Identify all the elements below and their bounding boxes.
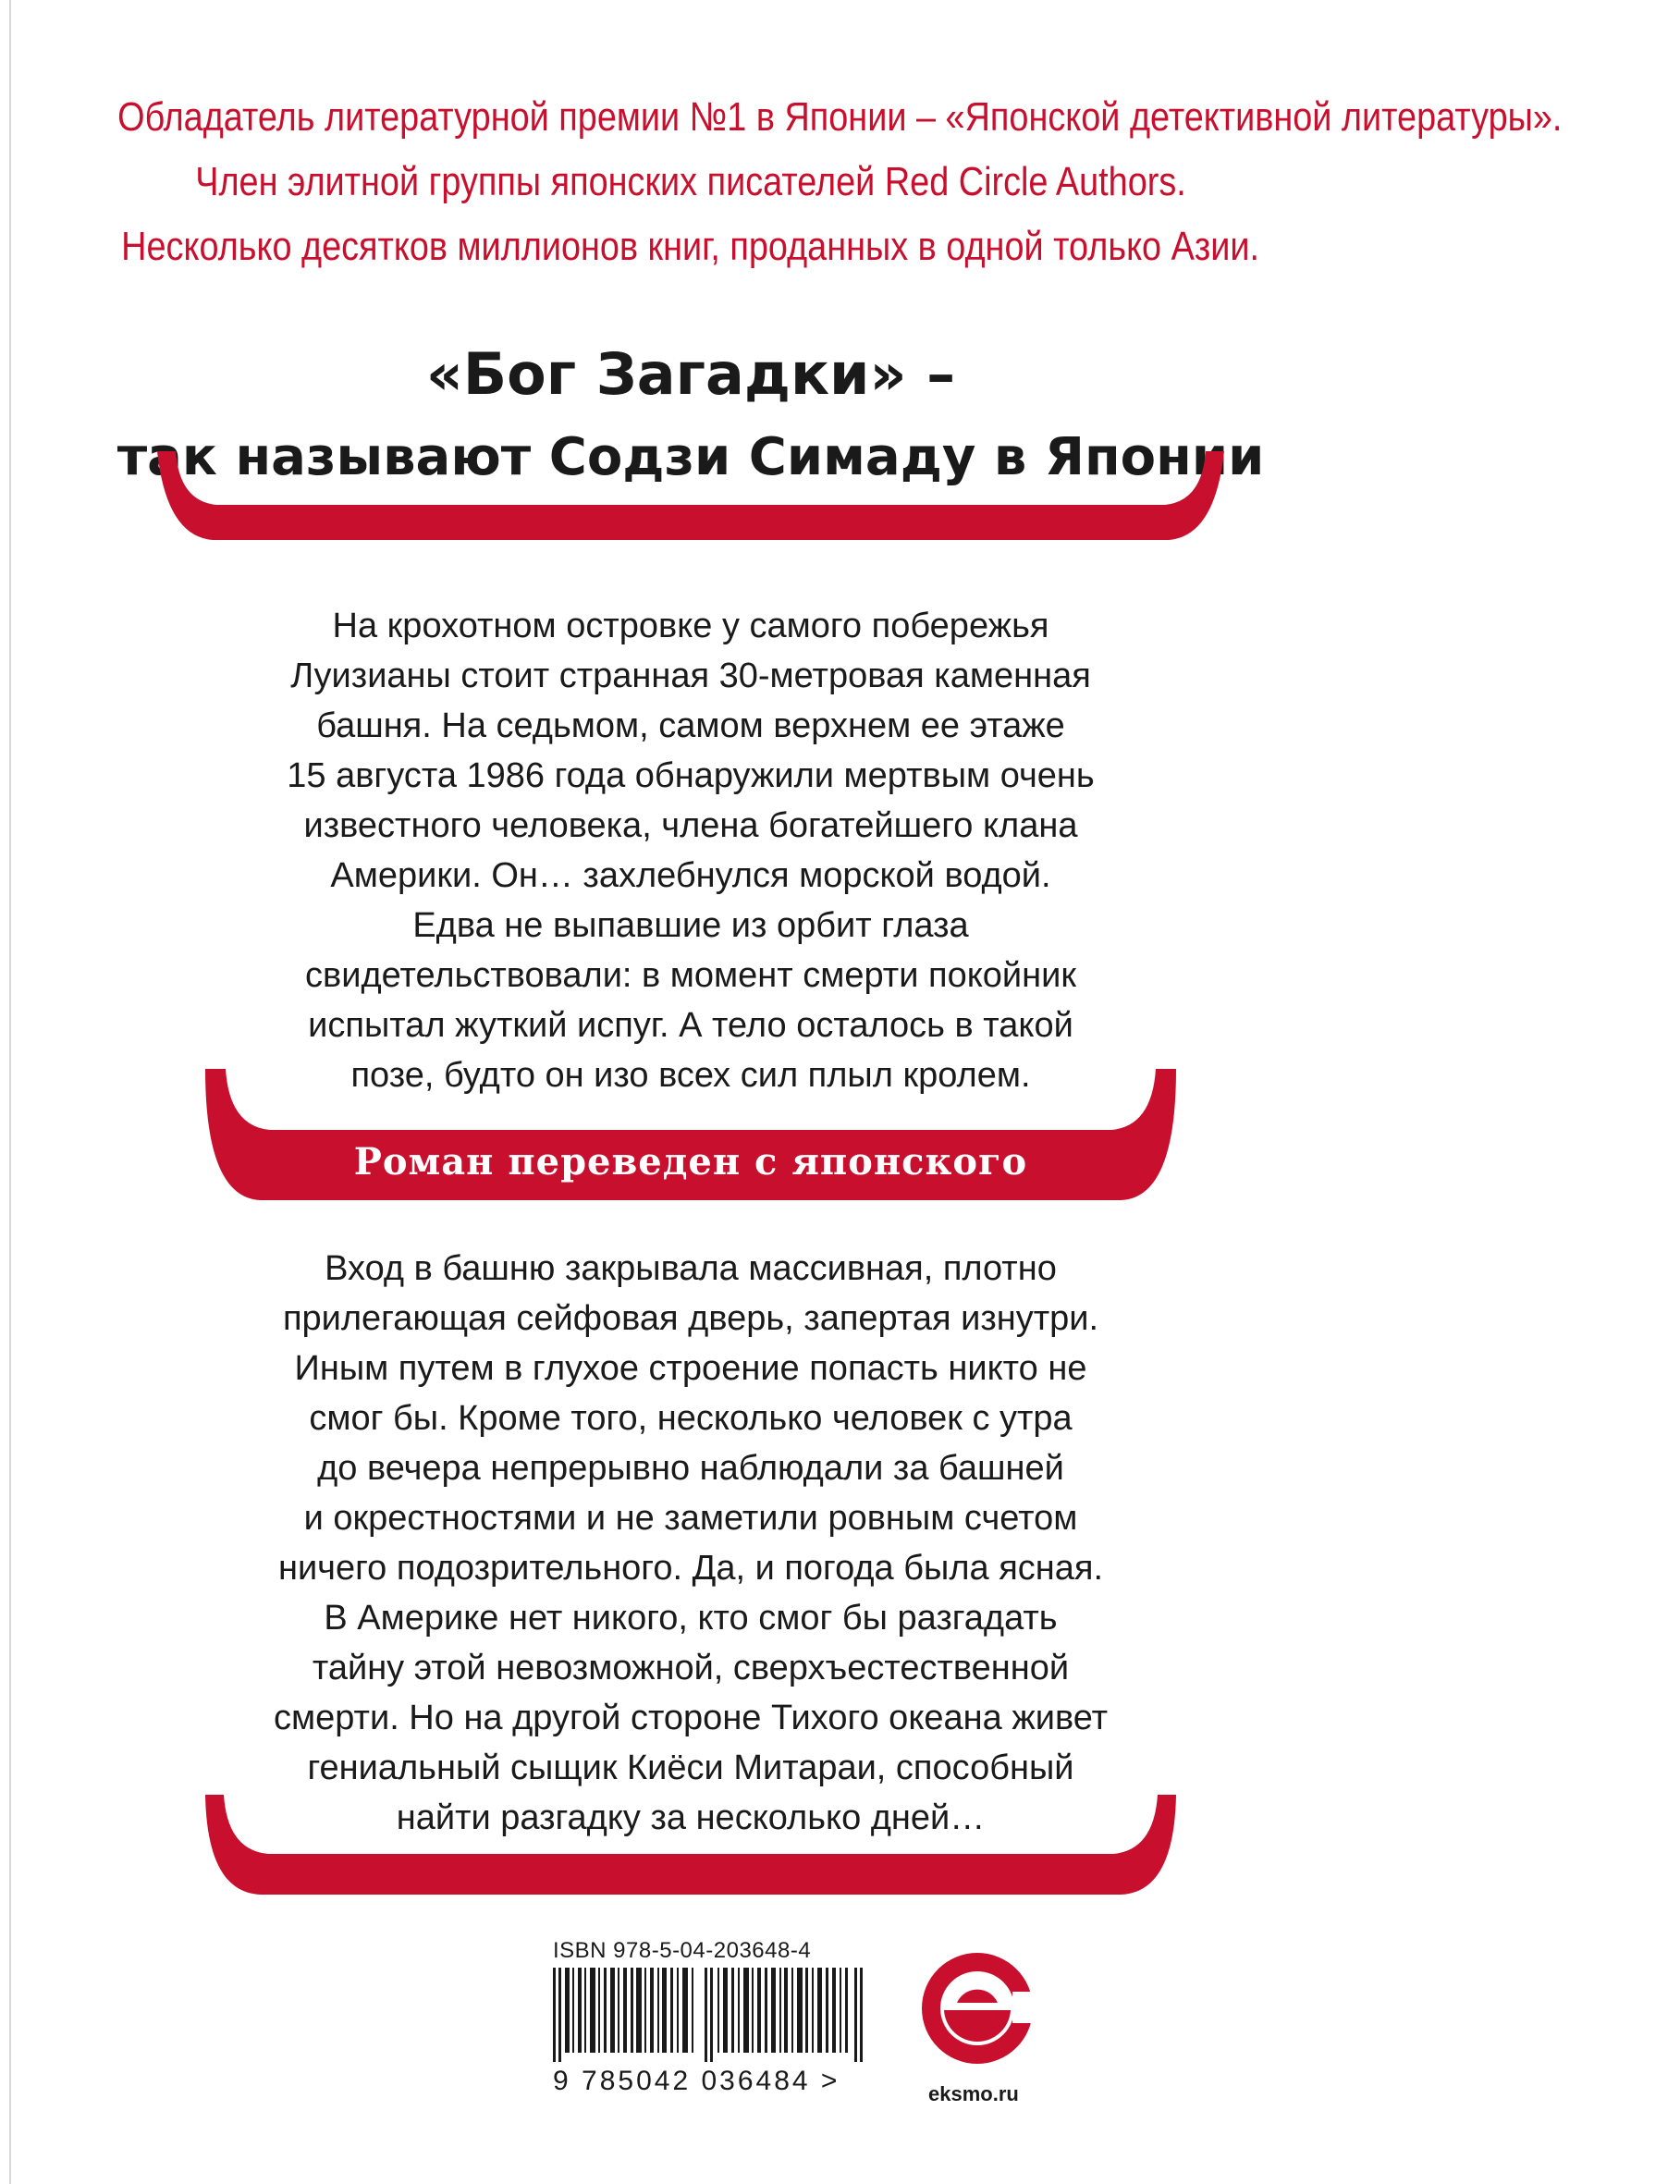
text-line: Едва не выпавшие из орбит глаза: [412, 906, 969, 945]
text-line: Иным путем в глухое строение попасть никто не: [294, 1349, 1087, 1388]
text-line: свидетельствовали: в момент смерти покойник: [305, 956, 1076, 995]
text-line: ничего подозрительного. Да, и погода была ясная.: [277, 1549, 1104, 1588]
isbn-number: ISBN 978-5-04-203648-4: [553, 1938, 812, 1963]
text-line: тайну этой невозможной, сверхъестественной: [312, 1649, 1070, 1687]
bottom-ribbon: [196, 1789, 1185, 1900]
eksmo-logo-icon: [920, 1951, 1035, 2066]
text-line: гениальный сыщик Киёси Митараи, способный: [307, 1748, 1074, 1787]
text-line: известного человека, члена богатейшего клана: [303, 806, 1078, 845]
text-line: испытал жуткий испуг. А тело осталось в такой: [308, 1006, 1073, 1045]
barcode: [553, 1968, 867, 2062]
text-line: смог бы. Кроме того, несколько человек с утра: [309, 1399, 1073, 1438]
text-line: найти разгадку за несколько дней…: [396, 1798, 986, 1837]
text-line: Вход в башню закрывала массивная, плотно: [325, 1249, 1057, 1288]
text-line: до вечера непрерывно наблюдали за башней: [317, 1449, 1064, 1488]
tagline-sales: Несколько десятков миллионов книг, проданных в одной только Азии.: [121, 224, 1260, 269]
text-line: Америки. Он… захлебнулся морской водой.: [330, 856, 1051, 895]
headline-ribbon: [148, 444, 1233, 546]
headline-title: «Бог Загадки» –: [425, 340, 956, 408]
barcode-digits: 9 785042 036484 >: [553, 2066, 840, 2096]
description-paragraph-1: [129, 601, 1252, 1100]
text-line: В Америке нет никого, кто смог бы разгадать: [324, 1599, 1058, 1638]
text-line: и окрестностями и не заметили ровным счетом: [303, 1499, 1078, 1538]
text-line: башня. На седьмом, самом верхнем ее этаже: [316, 706, 1065, 745]
text-line: Луизианы стоит странная 30-метровая каменная: [290, 656, 1091, 695]
headline-subtitle: так называют Содзи Симаду в Японии: [116, 427, 1265, 487]
text-line: прилегающая сейфовая дверь, запертая изнутри.: [282, 1299, 1099, 1338]
description-paragraph-2: [129, 1244, 1252, 1843]
translation-note: Роман переведен с японского: [353, 1140, 1028, 1184]
text-line: 15 августа 1986 года обнаружили мертвым очень: [287, 756, 1095, 795]
tagline-red-circle: Член элитной группы японских писателей Red Circle Authors.: [195, 159, 1186, 204]
publisher-url: eksmo.ru: [928, 2082, 1019, 2105]
text-line: На крохотном островке у самого побережья: [332, 607, 1049, 645]
text-line: позе, будто он изо всех сил плыл кролем.: [350, 1056, 1031, 1095]
text-line: смерти. Но на другой стороне Тихого океана живет: [274, 1699, 1108, 1737]
cover-edge-line: [9, 0, 11, 2184]
tagline-award: Обладатель литературной премии №1 в Японии – «Японской детективной литературы».: [117, 94, 1563, 140]
